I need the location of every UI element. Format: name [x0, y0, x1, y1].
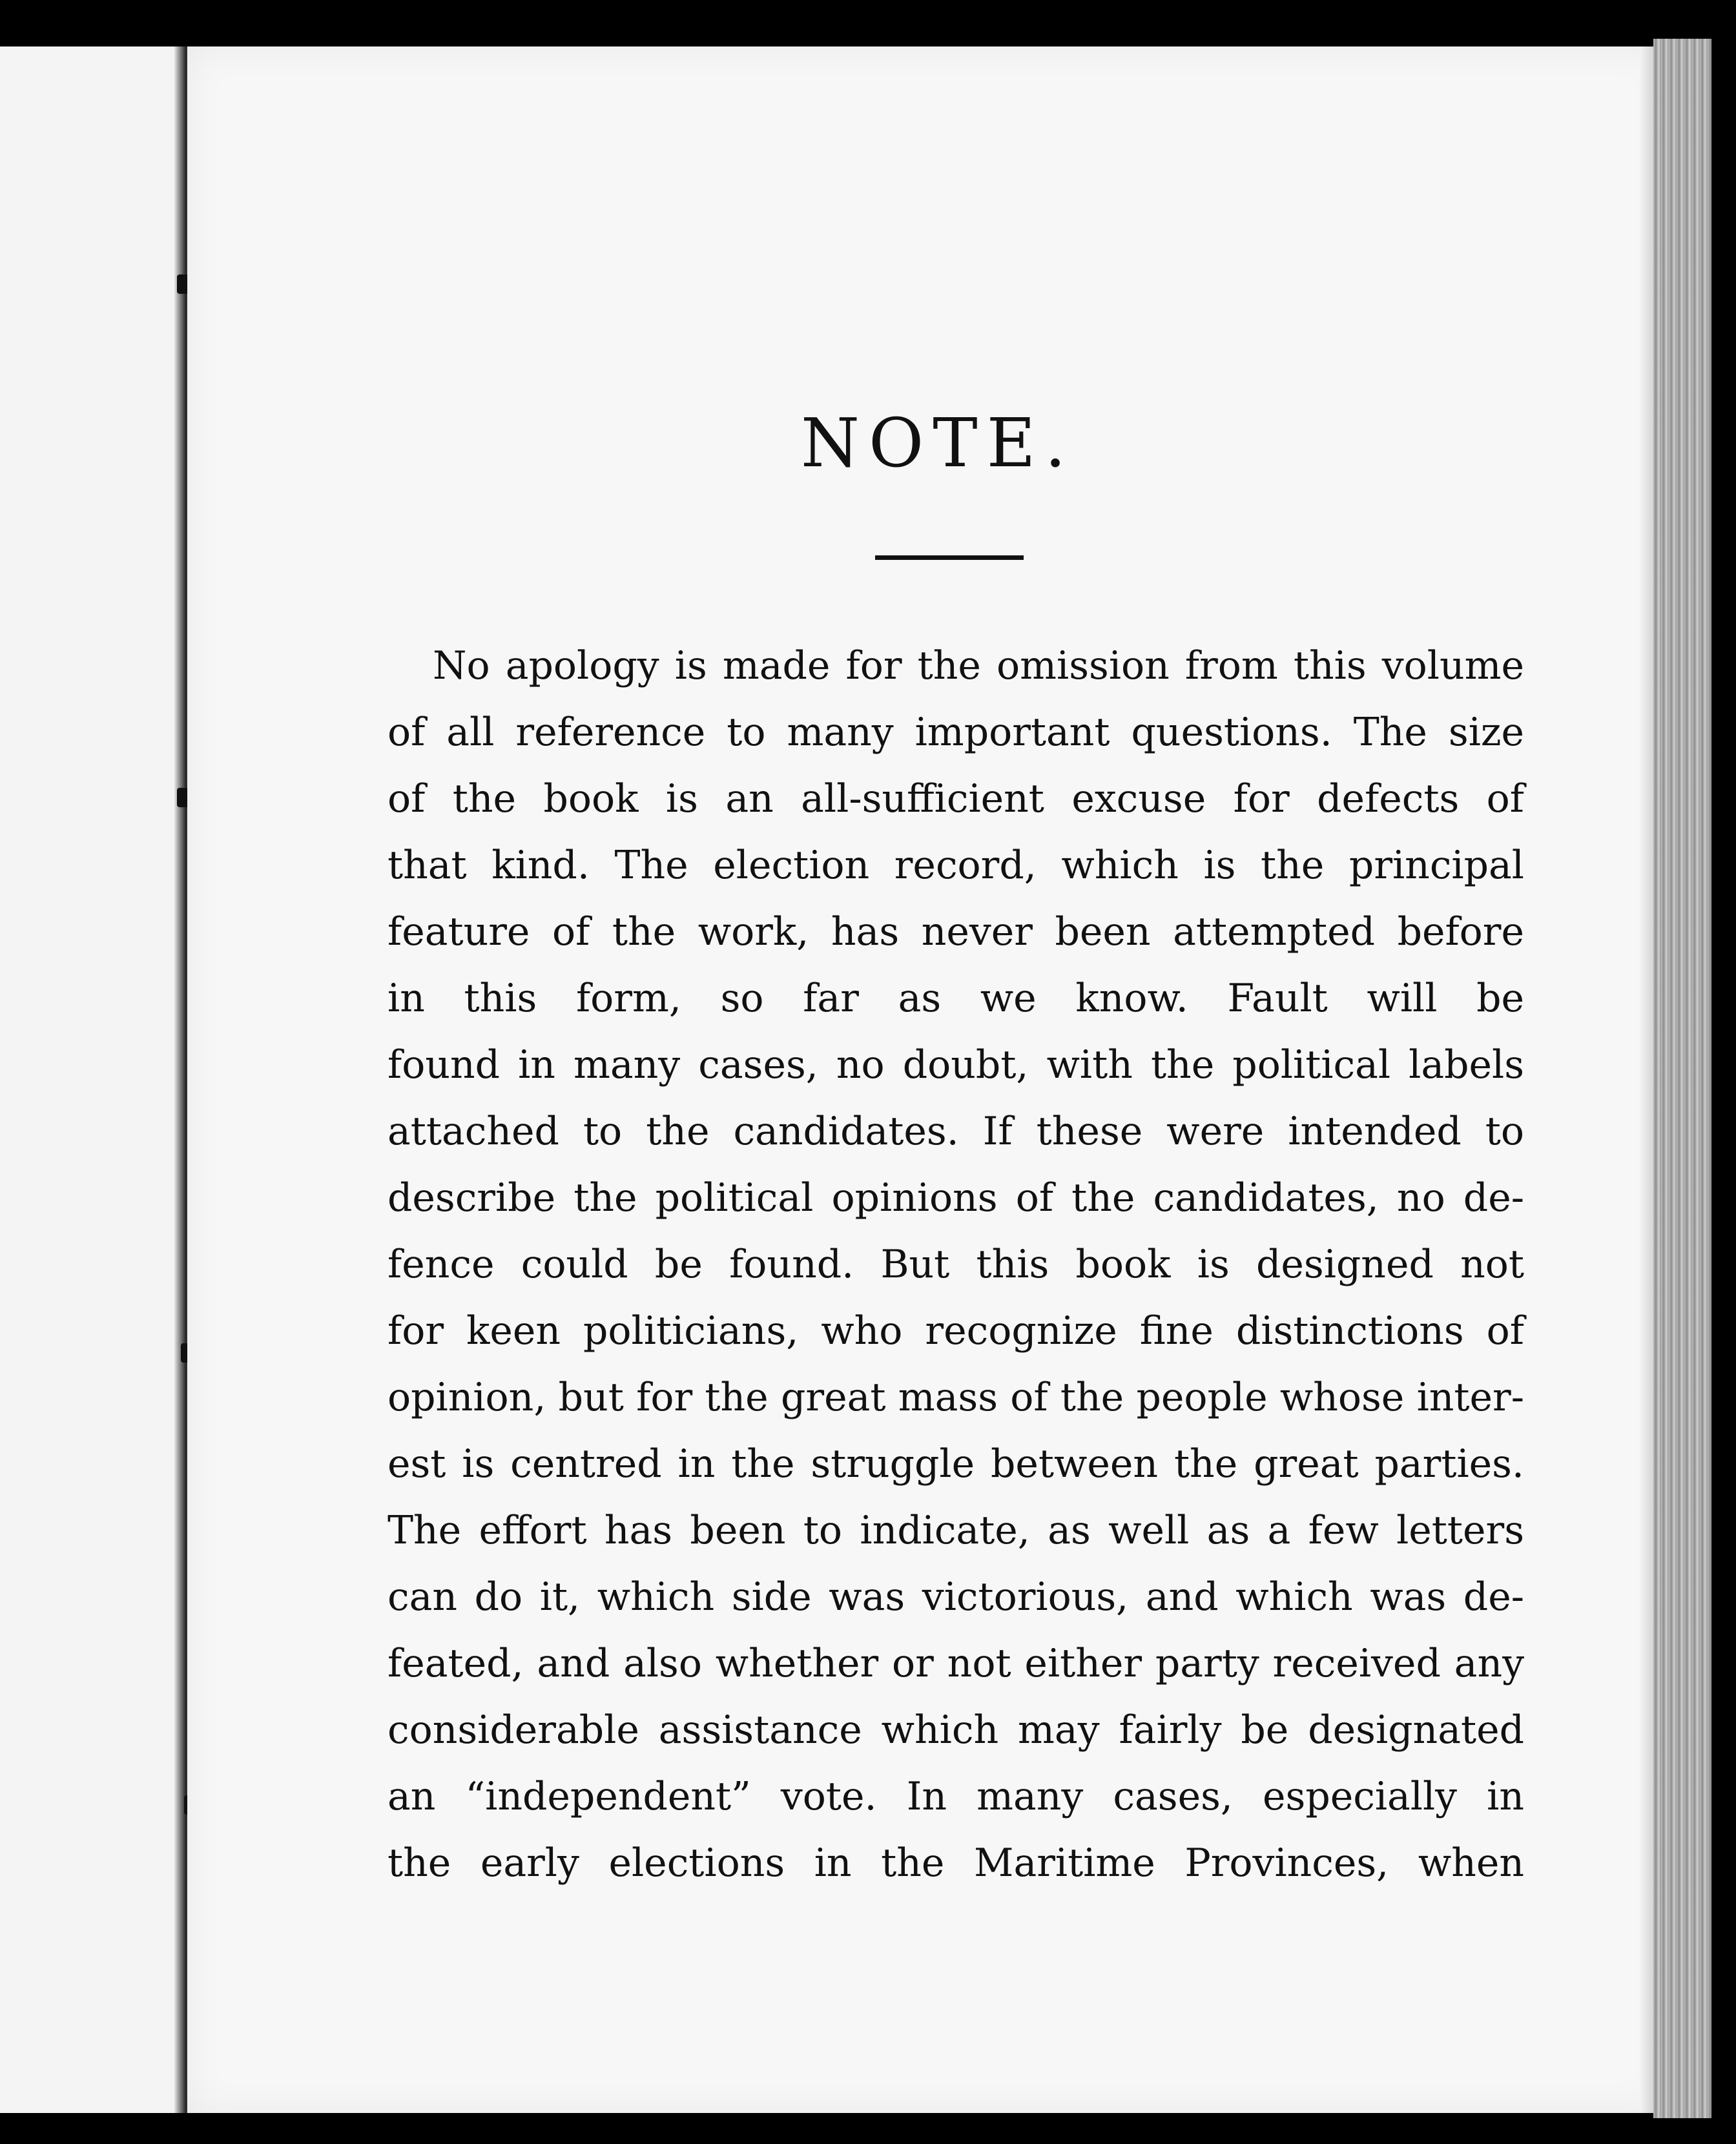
text-line: feated, and also whether or not either party received any	[388, 1641, 1524, 1686]
text-line: describe the political opinions of the candidates, no de-	[388, 1175, 1524, 1221]
text-line: for keen politicians, who recognize fine distinctions of	[388, 1308, 1524, 1354]
text-line: attached to the candidates. If these were intended to	[388, 1109, 1524, 1154]
text-line: The effort has been to indicate, as well as a few letters	[388, 1508, 1524, 1553]
text-line: opinion, but for the great mass of the people whose inter-	[388, 1375, 1524, 1420]
text-line: considerable assistance which may fairly be designated	[388, 1707, 1524, 1753]
text-line: fence could be found. But this book is designed not	[388, 1242, 1524, 1287]
text-line: of the book is an all-sufficient excuse for defects of	[388, 776, 1524, 821]
text-line: est is centred in the struggle between the great parties.	[388, 1441, 1524, 1487]
text-line: in this form, so far as we know. Fault will be	[388, 976, 1524, 1021]
heading-rule	[875, 555, 1024, 560]
text-line: an “independent” vote. In many cases, especially in	[388, 1774, 1524, 1819]
text-line: the early elections in the Maritime Provinces, when	[388, 1840, 1524, 1886]
page-heading: NOTE.	[801, 404, 1075, 482]
text-line: that kind. The election record, which is the principal	[388, 843, 1524, 888]
text-line: feature of the work, has never been attempted before	[388, 909, 1524, 954]
facing-page	[0, 46, 194, 2113]
text-line: found in many cases, no doubt, with the political labels	[388, 1042, 1524, 1087]
note-paragraph	[388, 633, 1524, 1897]
text-line: of all reference to many important questions. The size	[388, 710, 1524, 755]
book-fore-edge	[1653, 39, 1711, 2118]
text-line: No apology is made for the omission from this volume	[433, 643, 1524, 688]
text-line: can do it, which side was victorious, and which was de-	[388, 1574, 1524, 1620]
